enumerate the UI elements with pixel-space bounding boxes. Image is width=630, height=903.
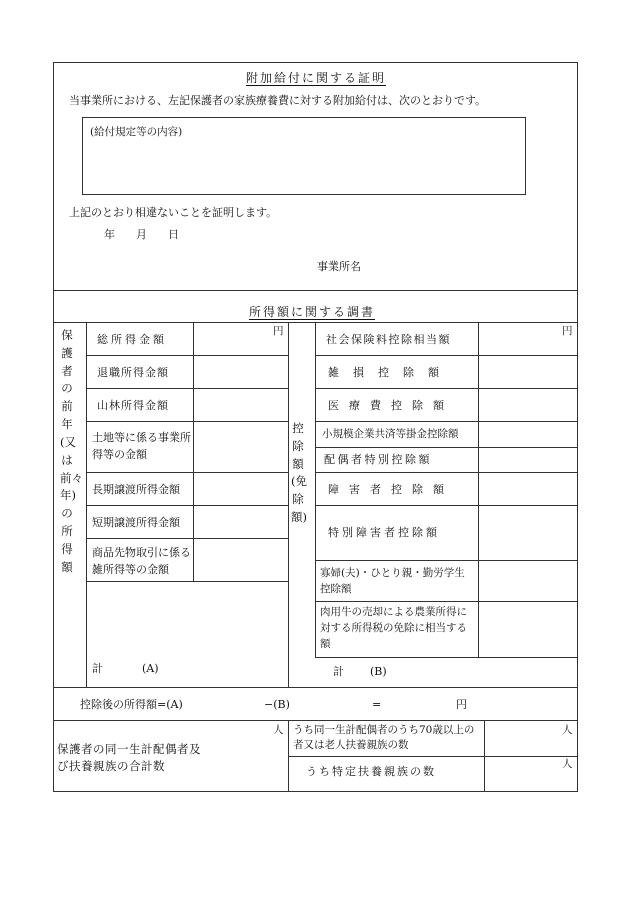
elderly-dependents-unit: 人 [562,724,573,736]
left-item-forest: 山林所得金額 [97,399,169,412]
income-title: 所得額に関する調書 [249,305,376,319]
left-item-futures: 商品先物取引に係る雑所得等の金額 [92,546,191,576]
dependents-total-label: 保護者の同一生計配偶者及び扶養親族の合計数 [57,742,201,774]
right-item-medical: 医療費控除額 [328,399,454,412]
date-year: 年 [104,228,115,241]
left-item-land-business: 土地等に係る事業所得等の金額 [92,431,191,461]
after-deduction-equals: = [372,698,382,711]
left-unit-yen: 円 [273,325,284,337]
attestation-text: 上記のとおり相違ないことを証明します。 [69,206,278,219]
after-deduction-unit: 円 [456,698,467,711]
benefit-rules-label: (給付規定等の内容) [90,126,183,138]
date-month: 月 [136,228,147,241]
after-deduction-minus: −(B) [264,698,290,711]
date-day: 日 [168,228,179,241]
total-b-mark: (B) [370,665,387,678]
income-side-label: 保護者の前年(又は前々年)の所得額 [60,328,83,574]
deduction-side-label: 控除額(免除額) [291,421,307,525]
left-item-retirement: 退職所得金額 [97,366,169,379]
left-item-short-term: 短期譲渡所得金額 [92,516,180,529]
certificate-statement: 当事業所における、左記保護者の家族療養費に対する附加給付は、次のとおりです。 [69,94,487,107]
right-item-casualty: 雑損控除額 [328,366,453,379]
elderly-dependents-label: うち同一生計配偶者のうち70歳以上の者又は老人扶養親族の数 [293,724,475,752]
right-item-social-insurance: 社会保険料控除相当額 [326,333,451,346]
right-item-special-disabled: 特別障害者控除額 [328,526,440,539]
right-item-small-business: 小規模企業共済等掛金控除額 [322,428,459,440]
total-a-label: 計 [92,662,103,675]
total-a-mark: (A) [142,662,159,675]
right-item-disabled: 障害者控除額 [328,483,454,496]
left-item-long-term: 長期譲渡所得金額 [92,483,180,496]
right-unit-yen: 円 [562,325,573,337]
specific-dependents-label: うち特定扶養親族の数 [306,765,436,778]
right-item-spouse-special: 配偶者特別控除額 [324,453,432,466]
right-item-widow: 寡婦(夫)・ひとり親・勤労学生控除額 [320,567,465,595]
office-name-label: 事業所名 [317,260,361,273]
left-item-total-income: 総所得金額 [97,333,167,346]
certificate-title: 附加給付に関する証明 [246,71,387,85]
after-deduction-label: 控除後の所得額=(A) [80,698,183,711]
right-item-beef-cattle: 肉用牛の売却による農業所得に対する所得税の免除に相当する額 [320,606,467,650]
dependents-total-unit: 人 [273,724,284,736]
specific-dependents-unit: 人 [562,758,573,770]
total-b-label: 計 [333,665,344,678]
